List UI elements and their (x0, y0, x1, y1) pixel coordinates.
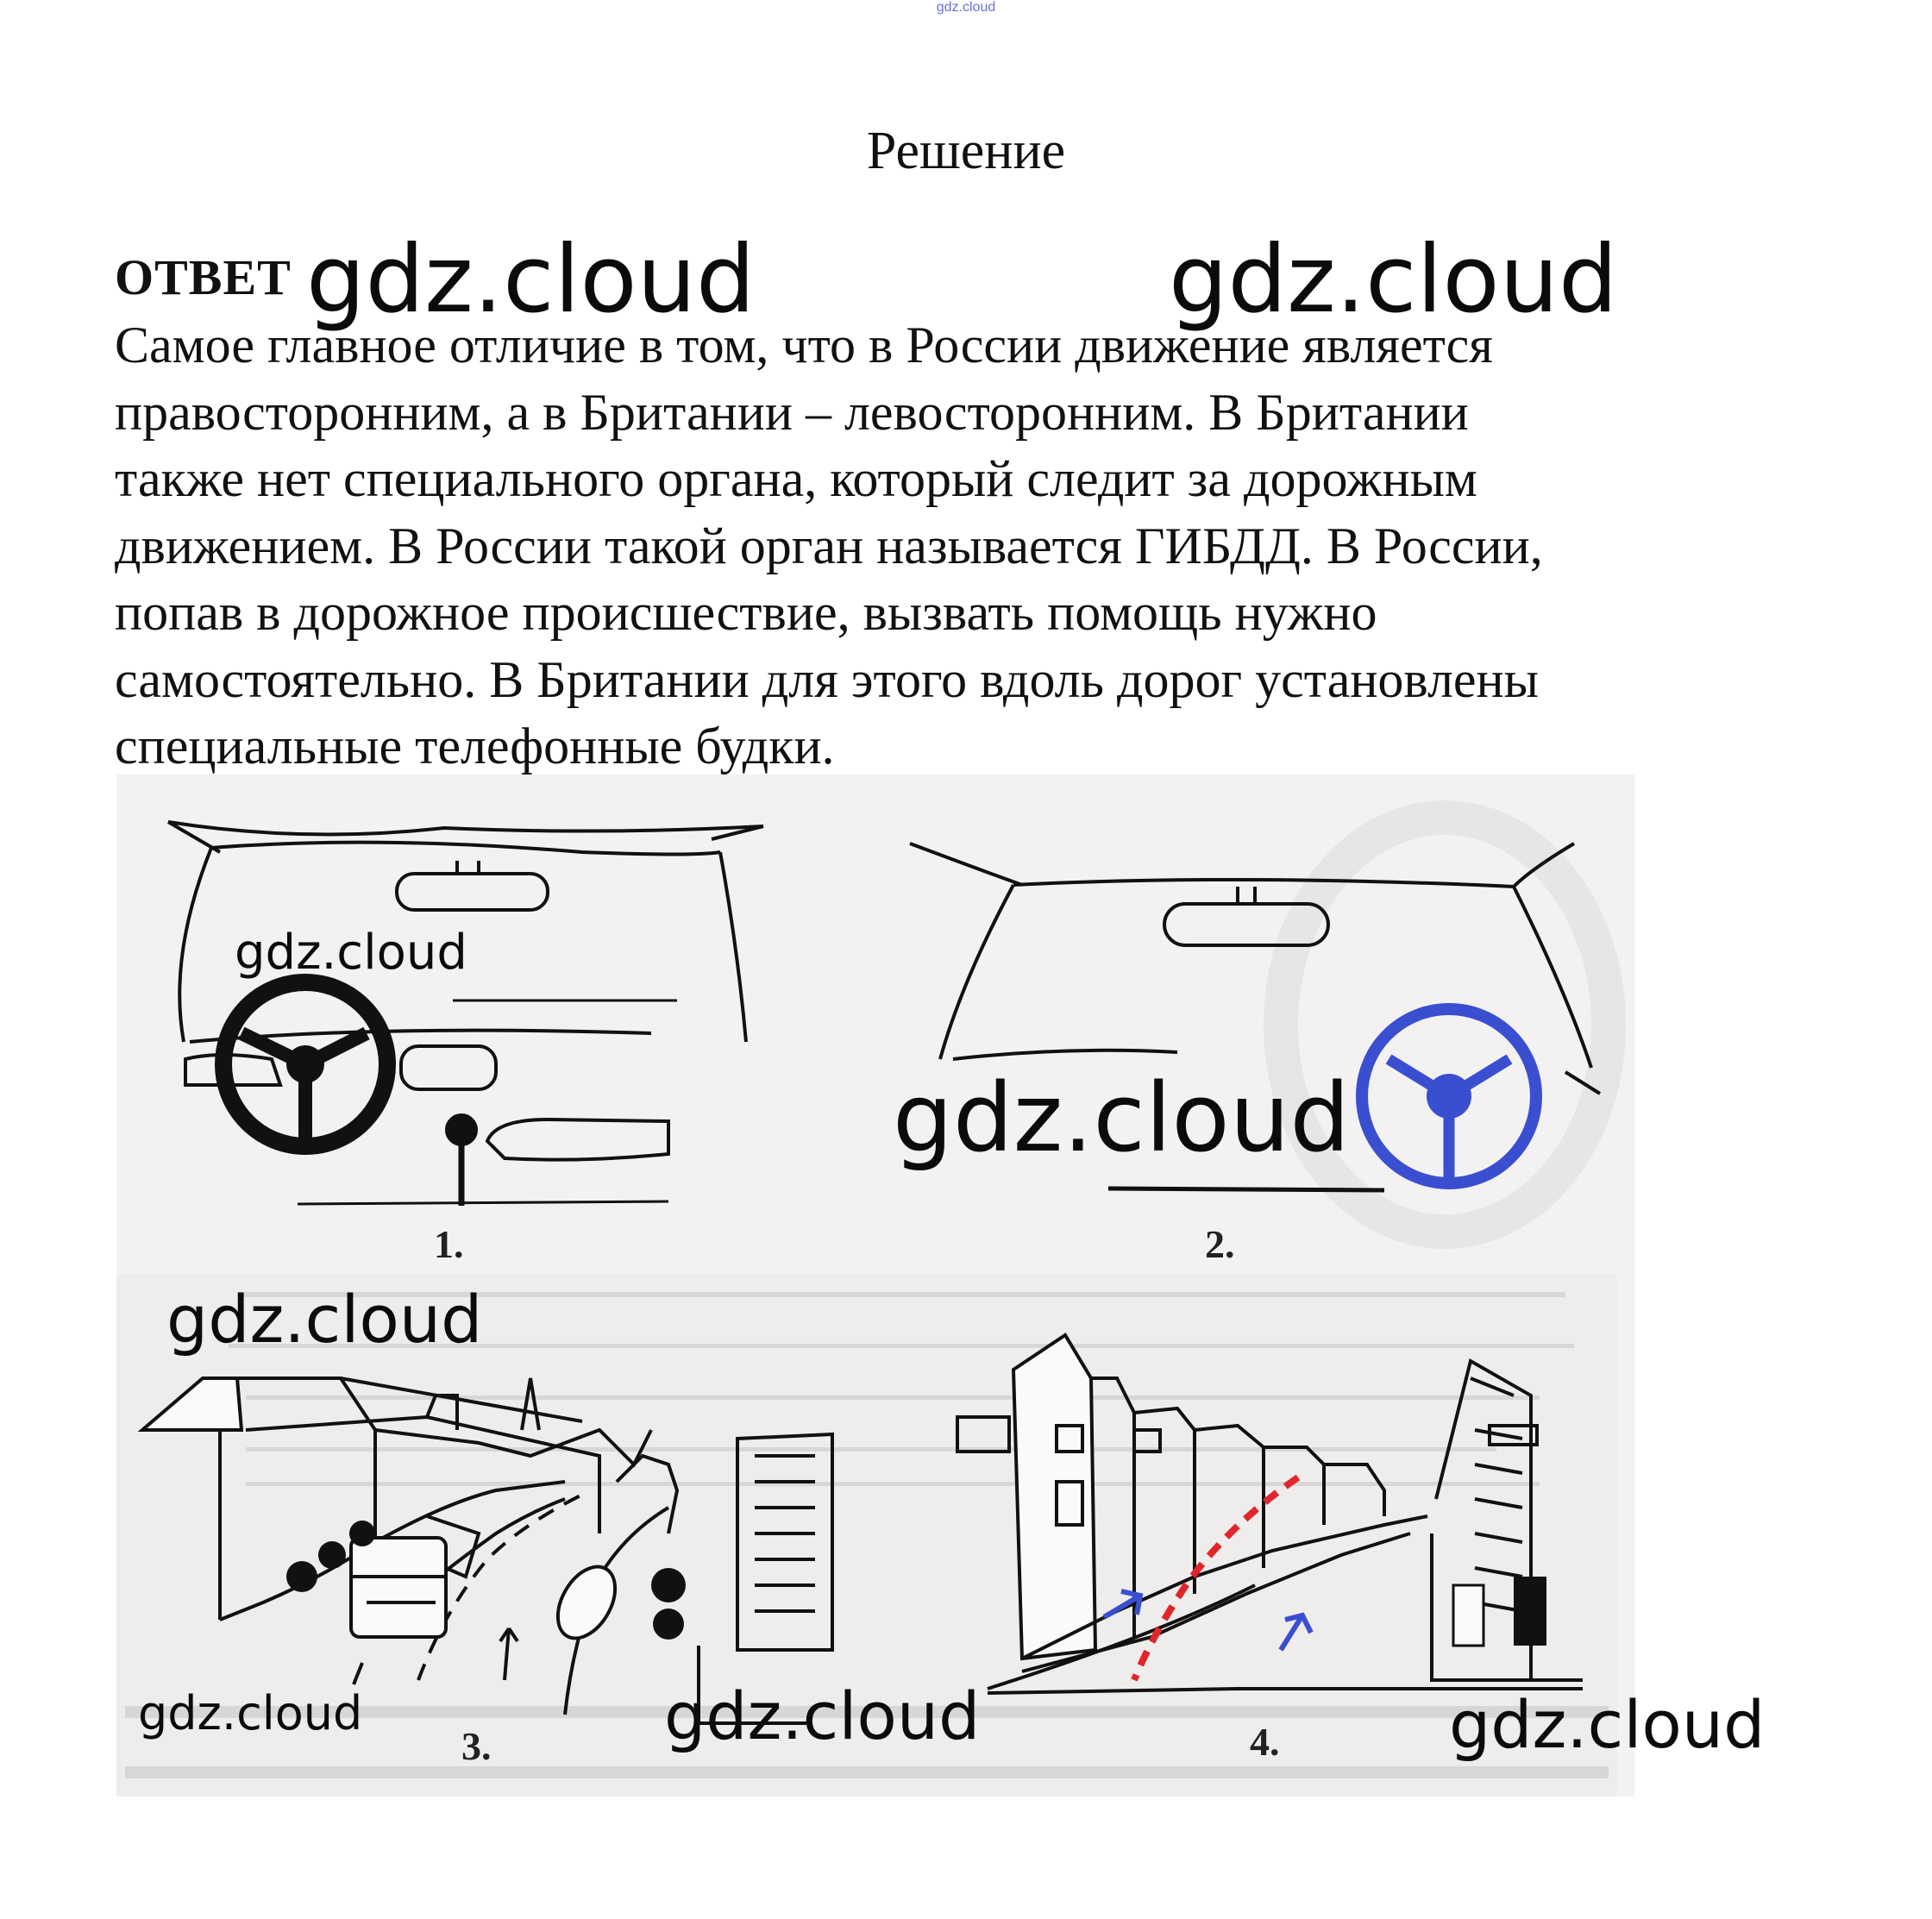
watermark: gdz.cloud (138, 1686, 363, 1740)
panel-label-4: 4. (1250, 1720, 1280, 1764)
answer-line: также нет специального органа, который следит за дорожным (115, 450, 1477, 507)
answer-line: Самое главное отличие в том, что в России движение является (115, 317, 1493, 373)
watermark: gdz.cloud (166, 1281, 483, 1358)
panel-label-2: 2. (1205, 1222, 1235, 1266)
answer-line: правосторонним, а в Британии – левосторонним. В Британии (115, 383, 1469, 441)
watermark: gdz.cloud (1169, 226, 1618, 334)
watermark: gdz.cloud (664, 1678, 981, 1754)
site-watermark-top: gdz.cloud (936, 0, 996, 15)
answer-text (115, 312, 1753, 781)
watermark: gdz.cloud (306, 226, 756, 334)
answer-line: специальные телефонные будки. (115, 718, 835, 774)
page-title: Решение (866, 122, 1066, 180)
answer-label: ОТВЕТ (115, 249, 292, 305)
watermark: gdz.cloud (1449, 1686, 1766, 1763)
watermark: gdz.cloud (893, 1063, 1351, 1173)
answer-line: попав в дорожное происшествие, вызвать помощь нужно (115, 584, 1377, 641)
panel-label-1: 1. (434, 1222, 464, 1266)
answer-line: самостоятельно. В Британии для этого вдоль дорог установлены (115, 650, 1539, 708)
answer-line: движением. В России такой орган называется ГИБДД. В России, (115, 517, 1543, 574)
watermark: gdz.cloud (235, 925, 467, 981)
panel-label-3: 3. (461, 1724, 492, 1768)
